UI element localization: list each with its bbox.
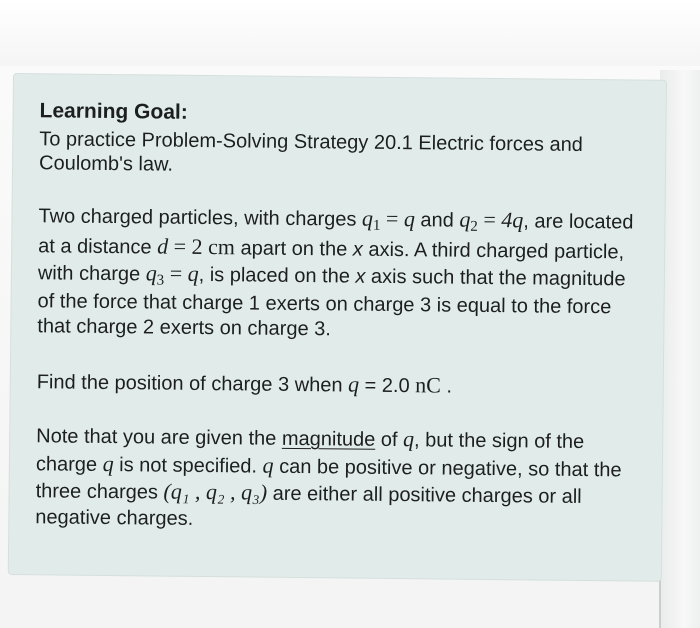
learning-goal-text: To practice Problem-Solving Strategy 20.1 Electric forces and Coulomb's law.: [38, 128, 583, 176]
note-text-1: Note that you are given the: [36, 425, 283, 450]
find-text: Find the position of charge 3 when: [36, 370, 349, 397]
x-axis-label-1: x: [352, 238, 363, 261]
problem-paragraph: [37, 202, 634, 346]
math-sub-2: 2: [470, 218, 478, 235]
math-q2: q: [459, 206, 471, 232]
math-sub-1: 1: [372, 217, 381, 234]
note-text-5: can be positive or negative, so that the three charges: [35, 455, 622, 504]
math-q1-value: q: [403, 206, 416, 232]
right-gutter: [660, 70, 700, 628]
learning-goal-card: [9, 74, 666, 581]
magnitude-underlined: magnitude: [281, 427, 376, 451]
unit-nC: nC: [415, 371, 442, 397]
learning-goal-title: Learning Goal:: [39, 99, 188, 124]
math-q-note-2: q: [102, 450, 114, 476]
find-equals: = 2.0: [358, 374, 416, 397]
math-charge-triple: (q₁ , q₂ , q₃): [163, 478, 268, 505]
problem-text-5: , is placed on the: [198, 263, 356, 288]
math-q3: q: [145, 260, 157, 286]
problem-text-1: Two charged particles, with charges: [38, 205, 363, 231]
math-q3-value: q: [187, 260, 199, 286]
problem-text-and: and: [414, 209, 460, 232]
math-q-note-3: q: [262, 452, 274, 478]
find-paragraph: [37, 368, 633, 402]
x-axis-label-2: x: [355, 265, 366, 288]
math-equals-3: =: [168, 233, 192, 259]
math-equals-2: =: [477, 206, 502, 233]
math-equals-4: =: [164, 260, 188, 286]
math-equals-1: =: [380, 205, 405, 232]
note-text-6: are either all positive charges or all negative charges.: [35, 482, 582, 530]
math-d-value: 2 cm: [191, 233, 236, 259]
problem-text-4: axis. A third charged particle, with charge: [37, 238, 625, 286]
note-text-4: is not specified.: [113, 453, 263, 478]
math-sub-3: 3: [156, 272, 165, 289]
math-q-note-1: q: [402, 426, 415, 452]
problem-text-2: , are located at a distance: [38, 210, 634, 259]
math-q2-value: 4q: [501, 207, 524, 233]
math-q1: q: [361, 205, 374, 231]
screen-top-edge: [0, 0, 700, 66]
math-d: d: [157, 233, 169, 259]
note-text-2: of: [375, 428, 404, 452]
math-q-find: q: [347, 371, 360, 397]
note-text-3: , but the sign of the charge: [35, 429, 585, 476]
problem-text-6: axis such that the magnitude of the force that charge 1 exerts on charge 3 is equal to the force that charge 2 exerts on charge 3.: [37, 265, 626, 341]
problem-text-3: apart on the: [234, 236, 353, 261]
find-end: .: [440, 374, 453, 398]
note-paragraph: [35, 422, 632, 536]
card-content: [35, 99, 639, 536]
